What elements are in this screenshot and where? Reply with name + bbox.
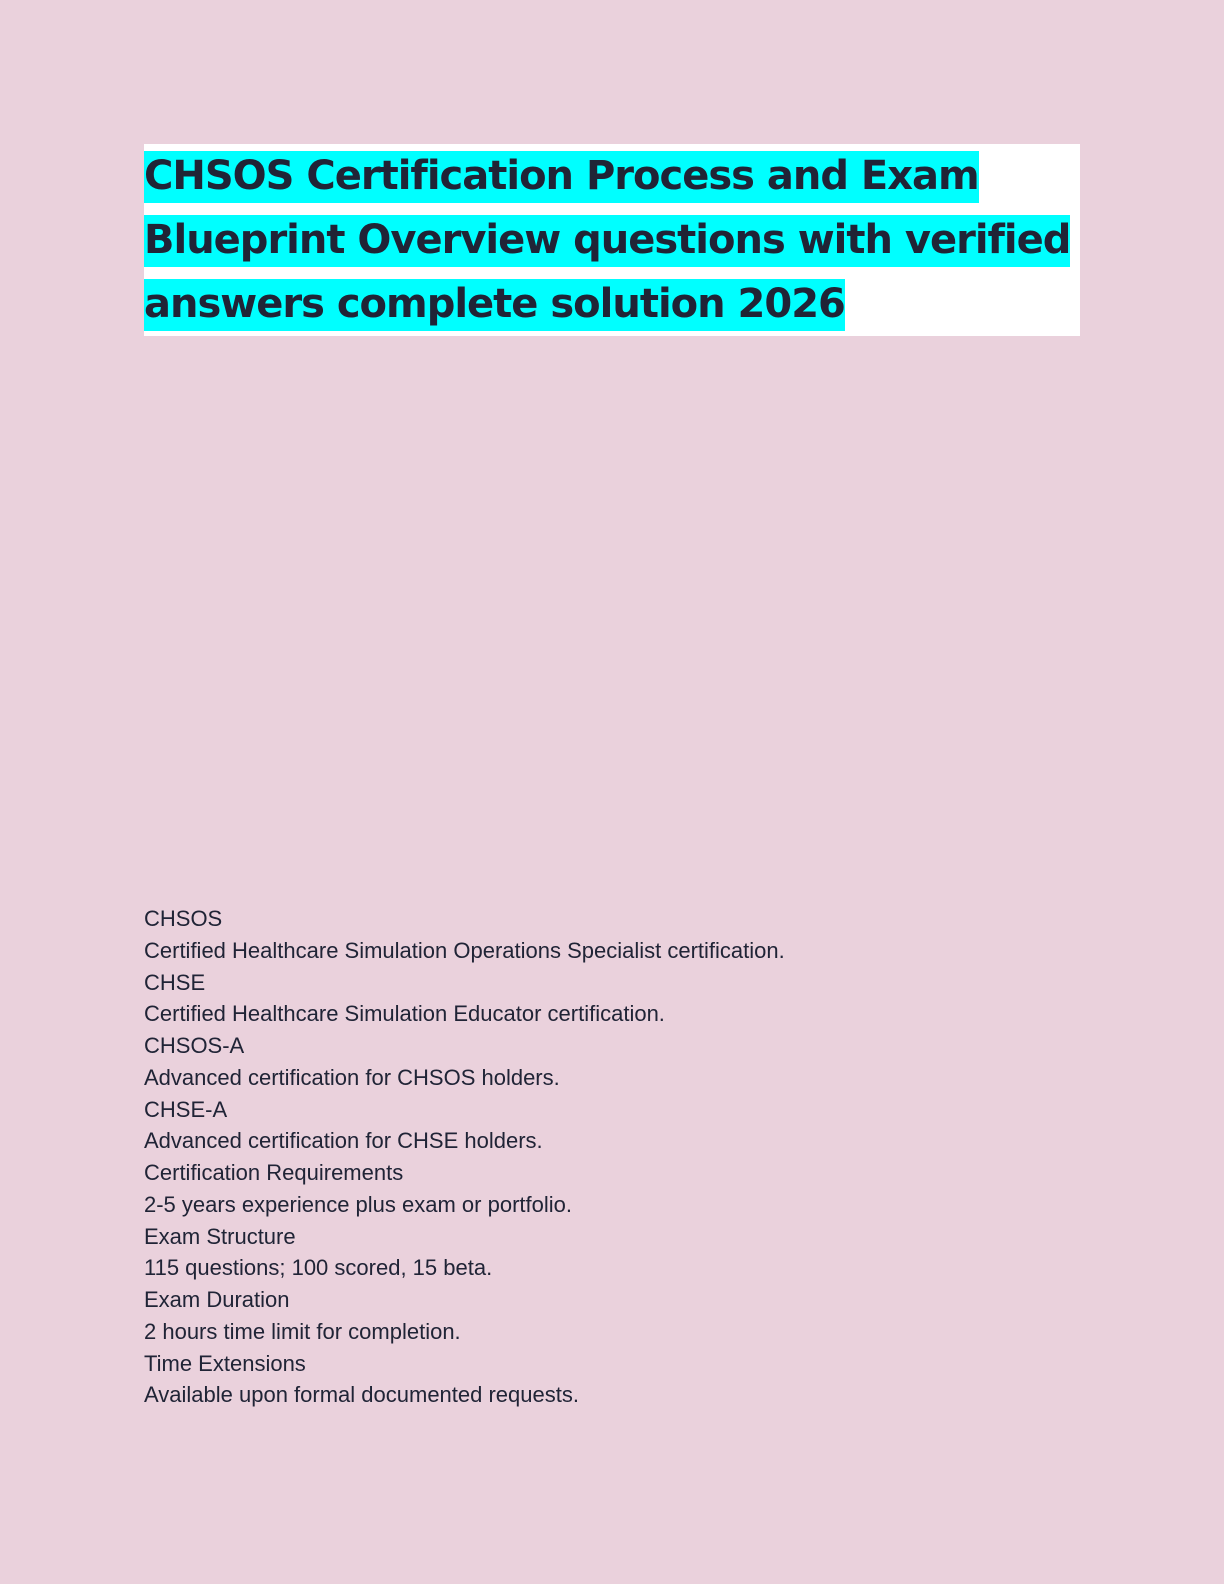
flashcard-item bbox=[144, 903, 1080, 967]
flashcard-item bbox=[144, 967, 1080, 1031]
flashcard-definition: Advanced certification for CHSE holders. bbox=[144, 1128, 543, 1154]
flashcard-item bbox=[144, 1094, 1080, 1158]
flashcard-term: CHSE bbox=[144, 969, 206, 995]
flashcard-item bbox=[144, 1284, 1080, 1348]
flashcard-definition: Certified Healthcare Simulation Operations Specialist certification. bbox=[144, 937, 785, 963]
flashcard-item bbox=[144, 1348, 1080, 1412]
flashcard-term: Exam Duration bbox=[144, 1287, 290, 1312]
flashcard-definition: 2-5 years experience plus exam or portfolio. bbox=[144, 1191, 572, 1217]
flashcard-list bbox=[144, 903, 1080, 1411]
flashcard-term: CHSE-A bbox=[144, 1096, 228, 1122]
title-highlight: CHSOS Certification Process and Exam Blueprint Overview questions with verified answers complete solution 2026 bbox=[144, 151, 1070, 331]
flashcard-term: Time Extensions bbox=[144, 1350, 306, 1376]
flashcard-term: CHSOS-A bbox=[144, 1033, 245, 1058]
flashcard-term: Exam Structure bbox=[144, 1223, 296, 1249]
title-block bbox=[144, 144, 1080, 336]
flashcard-item bbox=[144, 1157, 1080, 1221]
flashcard-term: Certification Requirements bbox=[144, 1160, 404, 1185]
document-title bbox=[144, 144, 1080, 336]
flashcard-definition: Advanced certification for CHSOS holders. bbox=[144, 1064, 560, 1090]
flashcard-definition: Available upon formal documented requests. bbox=[144, 1382, 579, 1408]
flashcard-item bbox=[144, 1221, 1080, 1285]
flashcard-definition: 115 questions; 100 scored, 15 beta. bbox=[144, 1255, 493, 1281]
flashcard-term: CHSOS bbox=[144, 906, 223, 931]
flashcard-definition: 2 hours time limit for completion. bbox=[144, 1318, 461, 1344]
flashcard-item bbox=[144, 1030, 1080, 1094]
flashcard-definition: Certified Healthcare Simulation Educator certification. bbox=[144, 1001, 665, 1027]
